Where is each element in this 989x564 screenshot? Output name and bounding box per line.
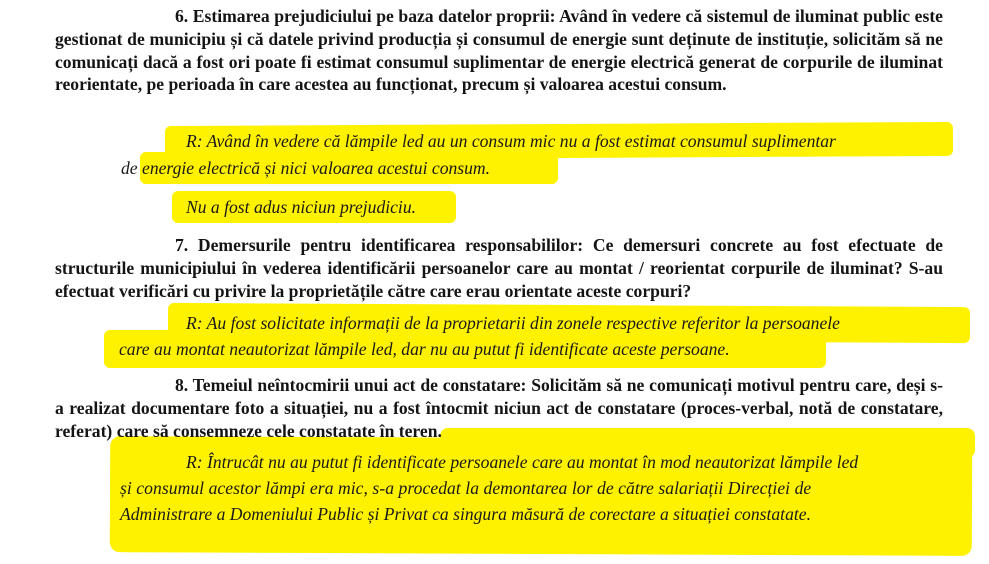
answer-6-line-1: R: Având în vedere că lămpile led au un consum mic nu a fost estimat consumul suplimentar — [186, 131, 836, 151]
question-7 — [55, 234, 943, 302]
answer-6-line-3: Nu a fost adus niciun prejudiciu. — [186, 197, 417, 217]
answer-7-line-2: care au montat neautorizat lămpile led, dar nu au putut fi identificate aceste persoane. — [119, 339, 730, 359]
question-6-number: 6. — [175, 6, 189, 26]
answer-8-line-2: și consumul acestor lămpi era mic, s-a procedat la demontarea lor de către salariații Direcției de — [120, 478, 812, 498]
question-8-text: Temeiul neîntocmirii unui act de constatare: Solicităm să ne comunicați motivul pentru care, deși s-a realizat documentare foto a situației, nu a fost întocmit niciun act de constatare (proces-verbal, notă de constatare, referat) care să consemneze cele constatate în teren. — [55, 375, 943, 441]
answer-8-line-3: Administrare a Domeniului Public și Privat ca singura măsură de corectare a situației constatate. — [120, 504, 811, 524]
answer-6-line-2: de energie electrică și nici valoarea acestui consum. — [121, 158, 491, 178]
question-6 — [55, 5, 943, 96]
question-6-text: Estimarea prejudiciului pe baza datelor proprii: Având în vedere că sistemul de iluminat public este gestionat de municipiu și că datele privind producția și consumul de energie sunt deținute de instituție, solicităm să ne comunicați dacă a fost ori poate fi estimat consumul suplimentar de energie electrică generat de corpurile de iluminat reorientate, pe perioada în care acestea au funcționat, precum și valoarea acestui consum. — [55, 6, 943, 95]
question-7-text: Demersurile pentru identificarea responsabililor: Ce demersuri concrete au fost efectuate de structurile municipiului în vederea identificării persoanelor care au montat / reorientat corpurile de iluminat? S-au efectuat verificări cu privire la proprietățile către care erau orientate aceste corpuri? — [55, 235, 943, 301]
answer-8-line-1: R: Întrucât nu au putut fi identificate persoanele care au montat în mod neautorizat lămpile led — [186, 452, 859, 472]
question-8-number: 8. — [175, 375, 189, 395]
answer-7-line-1: R: Au fost solicitate informații de la proprietarii din zonele respective referitor la persoanele — [186, 313, 840, 333]
question-7-number: 7. — [175, 235, 189, 255]
question-8 — [55, 374, 943, 442]
